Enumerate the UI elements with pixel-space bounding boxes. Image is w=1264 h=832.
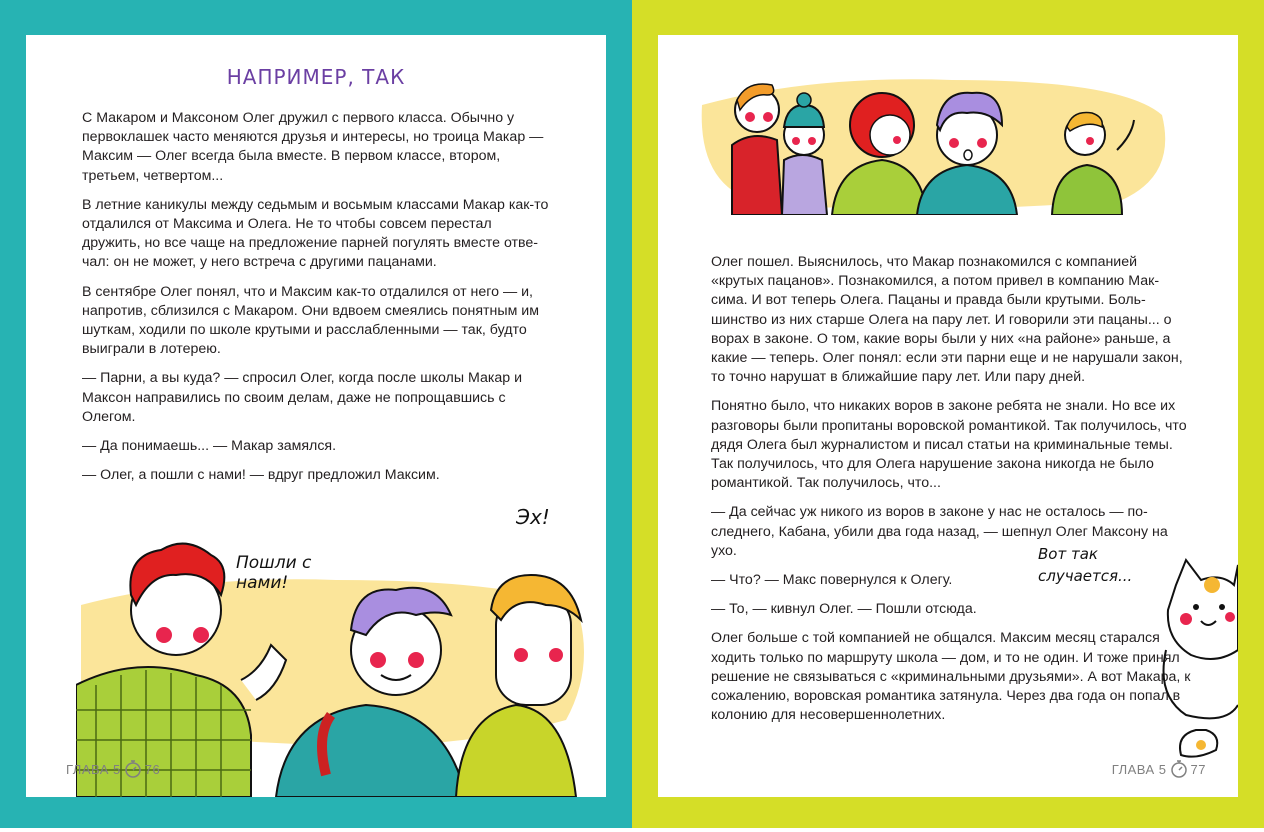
- paragraph: С Макаром и Максоном Олег дружил с первого класса. Обычно у первоклашек часто меняются друзья и интересы, но троица Макар — Максим — Олег всегда была вместе. В первом классе, втором, третьем, четвертом...: [82, 110, 544, 184]
- paragraph: — Да сейчас уж никого из воров в законе у нас не осталось — последнего, Кабана, убили два года назад, — шепнул Олег Максону на ухо.: [711, 504, 1168, 559]
- chapter-label: ГЛАВА 5: [66, 761, 121, 777]
- paragraph: В сентябре Олег понял, что и Максим как-то отдалился от него — и, напротив, сблизился с Макаром. Они вдвоем смеялись понятным им шуткам, ходили по школе крутыми и расслабленными — так, будто выиграли в лотерею.: [82, 283, 539, 358]
- paragraph: В летние каникулы между седьмым и восьмым классами Макар как-то отдалился от Максима и Олега. Не то чтобы совсем перестал дружить, но все чаще на предложение парней погулять вместе отвечал: он не может, у него встреча с другими пацанами.: [82, 196, 549, 271]
- chapter-label: ГЛАВА 5: [1111, 761, 1167, 777]
- exclamation-text: Эх!: [516, 505, 550, 529]
- page-title: НАПРИМЕР, ТАК: [226, 65, 406, 89]
- stopwatch-icon: [123, 759, 143, 779]
- right-body-text: [711, 253, 1191, 735]
- page-number: 76: [144, 761, 161, 777]
- cat-caption-text: Вот так случается...: [1038, 545, 1133, 585]
- paragraph: — То, — кивнул Олег. — Пошли отсюда.: [711, 601, 977, 618]
- cat-illustration: [1146, 555, 1238, 785]
- paragraph: — Да понимаешь... — Макар замялся.: [82, 438, 337, 455]
- right-page-border: [632, 0, 1264, 828]
- left-page: [26, 35, 606, 797]
- paragraph: — Олег, а пошли с нами! — вдруг предложил Максим.: [82, 467, 440, 484]
- three-boys-illustration: [76, 535, 586, 797]
- paragraph: Олег больше с той компанией не общался. Максим месяц старался ходить только по маршруту школа — дом, и то не один. И тоже принял решение не связываться с «криминальными друзьями». А вот Макара, к сожалению, воровская романтика затянула. Через два года он попал в колонию для несовершеннолетних.: [711, 630, 1191, 724]
- paragraph: — Парни, а вы куда? — спросил Олег, когда после школы Макар и Максон направились по своим делам, даже не попрощавшись с Олегом.: [82, 370, 523, 425]
- page-number: 77: [1190, 761, 1206, 777]
- stopwatch-icon: [1169, 759, 1189, 779]
- left-body-text: [82, 109, 552, 495]
- speech-bubble-text: Пошли с нами!: [236, 553, 312, 593]
- right-page: [658, 35, 1238, 797]
- group-of-boys-illustration: [692, 65, 1172, 215]
- page-footer: [1112, 759, 1206, 779]
- paragraph: Понятно было, что никаких воров в законе ребята не знали. Но все их разговоры были пропитаны воровской романтикой. Так получилось, что дядя Олега был журналистом и писал статьи на криминальные темы. Так получилось, что для Олега нарушение закона никогда не было романтикой. Так получилось, что...: [711, 398, 1187, 492]
- page-footer: [66, 759, 160, 779]
- paragraph: — Что? — Макс повернулся к Олегу.: [711, 572, 953, 589]
- left-page-border: [0, 0, 632, 828]
- paragraph: Олег пошел. Выяснилось, что Макар познакомился с компанией «крутых пацанов». Познакомился, а потом привел в компанию Максима. И вот теперь Олега. Пацаны и правда были крутыми. Большинство из них старше Олега на пару лет. И говорили эти пацаны... о ворах в законе. О том, какие воры были у них «на районе» раньше, а какие — теперь. Олег понял: если эти парни еще и не нарушали закон, то точно нарушат в ближайшие пару лет. Или пару дней.: [711, 254, 1183, 386]
